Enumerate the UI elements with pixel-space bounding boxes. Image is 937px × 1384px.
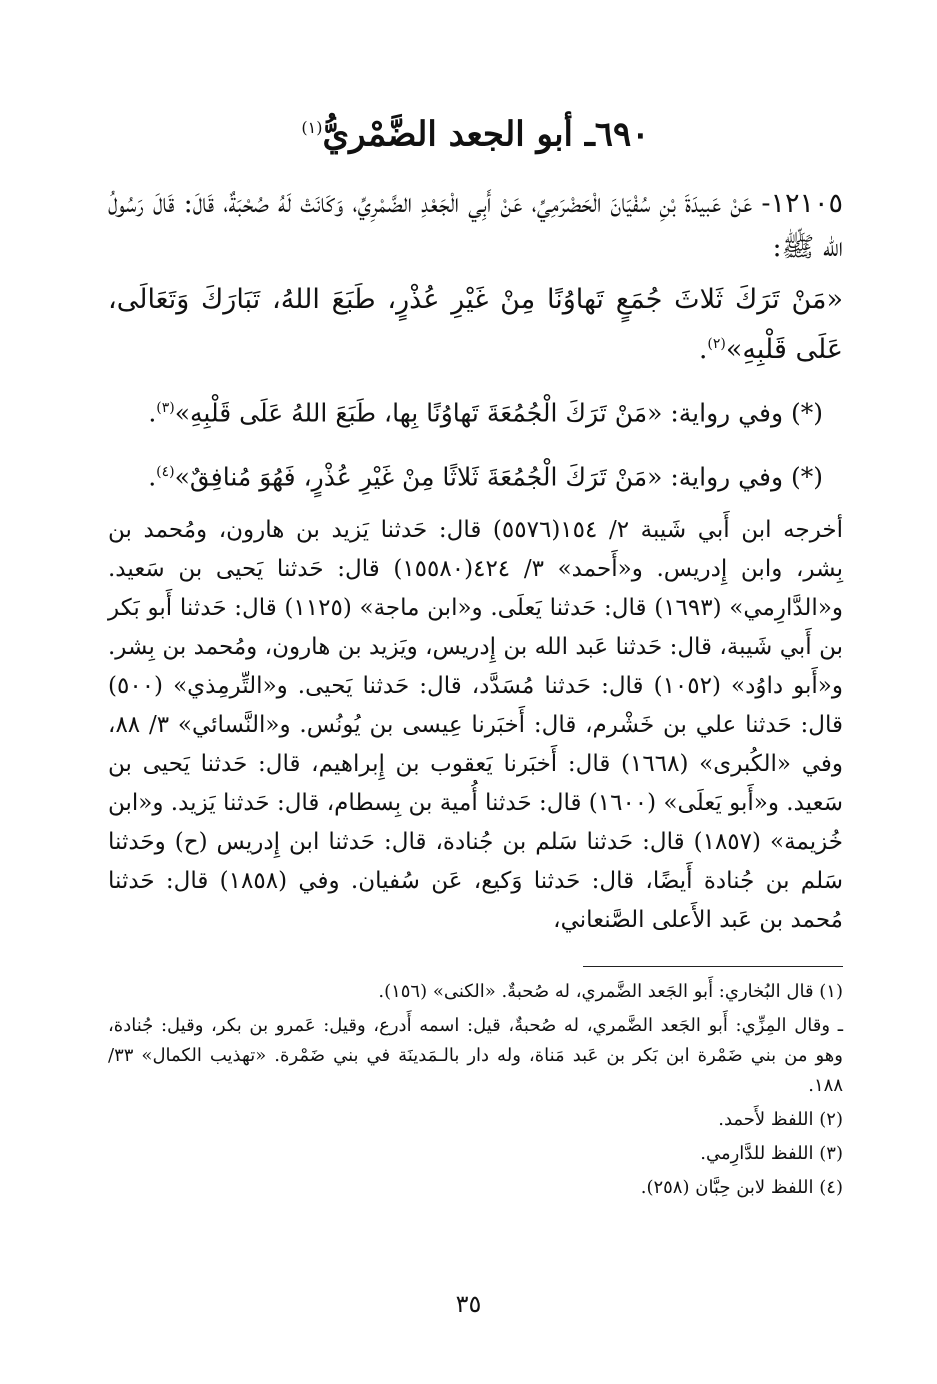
riwaya-1: (*) وفي رواية: «مَنْ تَرَكَ الْجُمُعَةَ تَهاوُنًا بِها، طَبَعَ اللهُ عَلَى قَلْبِهِ»$^{(٣)}$. [148, 398, 823, 428]
entry-title [108, 100, 843, 162]
hadith-matn-text: «مَنْ تَرَكَ ثَلاثَ جُمَعٍ تَهاوُنًا مِنْ غَيْرِ عُذْرٍ، طَبَعَ اللهُ، تَبَارَكَ وَتَعَالَى، عَلَى قَلْبِهِ» [108, 284, 843, 366]
riwaya-2-ref: (٤) [156, 463, 175, 480]
footnote-2: (٢) اللفظ لأَحمد. [718, 1108, 843, 1130]
footnotes [108, 977, 843, 1203]
footnote-4: (٤) اللفظ لابن حِبَّان (٢٥٨). [640, 1176, 843, 1198]
footnote-3: (٣) اللفظ للدَّارِمي. [700, 1142, 843, 1164]
riwaya-2-text: (*) وفي رواية: «مَنْ تَرَكَ الْجُمُعَةَ ثَلاثًا مِنْ غَيْرِ عُذْرٍ، فَهُوَ مُنافِقٌ» [174, 461, 823, 491]
riwaya-2: (*) وفي رواية: «مَنْ تَرَكَ الْجُمُعَةَ ثَلاثًا مِنْ غَيْرِ عُذْرٍ، فَهُوَ مُنافِقٌ»$^{(٤)}$. [148, 461, 823, 491]
riwaya-1-ref: (٣) [156, 400, 175, 417]
title-footnote-ref: (١) [301, 118, 323, 137]
hadith-isnad: ١٢١٠٥- عَنْ عَبيدَةَ بْنِ سُفْيَانَ الْحَضْرَمِيِّ، عَنْ أَبِي الْجَعْدِ الضَّمْرِيِّ، وَكَانَتْ لَهُ صُحْبَةٌ، قَالَ: قَالَ رَسُولُ الله ﷺ: [108, 188, 843, 264]
page-number: ٣٥ [455, 1290, 482, 1318]
footnote-divider [583, 966, 843, 967]
hadith-matn: «مَنْ تَرَكَ ثَلاثَ جُمَعٍ تَهاوُنًا مِنْ غَيْرِ عُذْرٍ، طَبَعَ اللهُ، تَبَارَكَ وَتَعَالَى، عَلَى قَلْبِهِ»$^{(٢)}$. [108, 284, 843, 366]
matn-footnote-ref: (٢) [707, 336, 726, 353]
riwaya-1-text: (*) وفي رواية: «مَنْ تَرَكَ الْجُمُعَةَ تَهاوُنًا بِها، طَبَعَ اللهُ عَلَى قَلْبِهِ» [174, 398, 823, 428]
entry-title-text: ٦٩٠ـ أبو الجعد الضَّمْريُّ [322, 114, 650, 155]
takhrij-paragraph: أخرجه ابن أَبي شَيبة ٢/ ١٥٤(٥٥٧٦) قال: حَدثنا يَزيد بن هارون، ومُحمد بن بِشر، وابن إِدريس. و«أَحمد» ٣/ ٤٢٤(١٥٥٨٠) قال: حَدثنا يَحيى بن سَعيد. و«الدَّارِمي» (١٦٩٣) قال: حَدثنا يَعلَى. و«ابن ماجة» (١١٢٥) قال: حَدثنا أَبو بَكر بن أَبي شَيبة، قال: حَدثنا عَبد الله بن إِدريس، ويَزيد بن هارون، ومُحمد بن بِشر. و«أَبو داوُد» (١٠٥٢) قال: حَدثنا مُسَدَّد، قال: حَدثنا يَحيى. و«التِّرمِذي» (٥٠٠) قال: حَدثنا علي بن خَشْرم، قال: أَخبَرنا عِيسى بن يُونُس. و«النَّسائي» ٣/ ٨٨، وفي «الكُبرى» (١٦٦٨) قال: أَخبَرنا يَعقوب بن إِبراهيم، قال: حَدثنا يَحيى بن سَعيد. و«أَبو يَعلَى» (١٦٠٠) قال: حَدثنا أُمية بن بِسطام، قال: حَدثنا يَزيد. و«ابن خُزيمة» (١٨٥٧) قال: حَدثنا سَلم بن جُنادة، قال: حَدثنا ابن إِدريس (ح) وحَدثنا سَلم بن جُنادة أَيضًا، قال: حَدثنا وَكيع، عَن سُفيان. وفي (١٨٥٨) قال: حَدثنا مُحمد بن عَبد الأَعلى الصَّنعاني، [108, 516, 844, 933]
footnote-1-continued: ـ وقال المِزِّي: أَبو الجَعد الضَّمري، له صُحبةٌ، قيل: اسمه أَدرع، وقيل: عَمرو بن بكر، وقيل: جُنادة، وهو من بني ضَمْرة ابن بَكر بن عَبد مَناة، وله دار بالـمَدينَة في بني ضَمْرة. «تهذيب الكمال» ٣٣/ ١٨٨. [108, 1014, 843, 1096]
footnote-1: (١) قال البُخاري: أَبو الجَعد الضَّمري، له صُحبةٌ. «الكنى» (١٥٦). [378, 980, 843, 1002]
document-page [108, 100, 843, 1340]
